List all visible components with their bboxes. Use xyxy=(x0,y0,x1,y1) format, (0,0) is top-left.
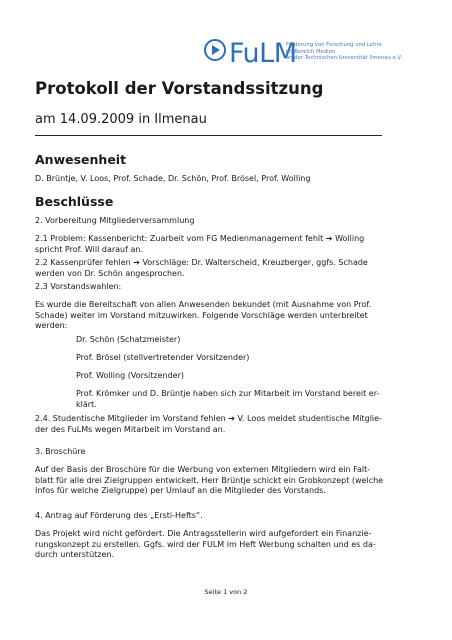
paragraph: 2. Vorbereitung Mitgliederversammlung xyxy=(35,216,195,225)
attendees-text: D. Brüntje, V. Loos, Prof. Schade, Dr. Schön, Prof. Brösel, Prof. Wolling xyxy=(35,174,311,183)
paragraph xyxy=(35,300,385,332)
paragraph: 3. Broschüre xyxy=(35,447,86,456)
logo-wordmark: FuLM xyxy=(229,38,297,69)
text-line: Schade) weiter im Vorstand mitzuwirken. Folgende Vorschläge werden unterbreitet xyxy=(35,310,368,320)
text-span: spricht Prof. Will darauf an. xyxy=(35,244,143,254)
logo-tagline-line: im Bereich Medien xyxy=(286,48,336,55)
paragraph: 4. Antrag auf Förderung des „Ersti-Hefts“. xyxy=(35,511,203,520)
candidate-item: Prof. Brösel (stellvertretender Vorsitzender) xyxy=(76,353,250,362)
text-span: V. Loos meldet studentische Mitglie- xyxy=(237,414,382,423)
text-line: blatt für alle drei Zielgruppen entwickelt. Herr Brüntje schickt ein Grobkonzept (welche xyxy=(35,475,384,485)
paragraph: 2.3 Vorstandswahlen: xyxy=(35,282,122,291)
text-line: klärt. xyxy=(76,399,97,409)
paragraph xyxy=(35,465,385,497)
text-line: durch unterstützen. xyxy=(35,550,115,560)
text-line: Es wurde die Bereitschaft von allen Anwesenden bekundet (mit Ausnahme von Prof. xyxy=(35,300,372,309)
arrow-right-icon: ➔ xyxy=(325,234,333,243)
paragraph xyxy=(35,414,385,435)
text-span: 2.2 Kassenprüfer fehlen xyxy=(35,258,131,267)
paragraph xyxy=(35,529,385,561)
heading-beschluesse: Beschlüsse xyxy=(35,194,114,209)
text-span: 2.4. Studentische Mitglieder im Vorstand fehlen xyxy=(35,414,226,423)
text-span: werden von Dr. Schön angesprochen. xyxy=(35,268,185,278)
play-circle-icon xyxy=(203,38,227,62)
fulm-logo xyxy=(203,38,443,78)
text-span: Vorschläge: Dr. Walterscheid, Kreuzberger, ggfs. Schade xyxy=(142,258,368,267)
text-span: 2.1 Problem: Kassenbericht: Zuarbeit vom FG Medienmanagement fehlt xyxy=(35,234,324,243)
arrow-right-icon: ➔ xyxy=(228,414,235,423)
arrow-right-icon: ➔ xyxy=(133,258,140,267)
candidate-item: Dr. Schön (Schatzmeister) xyxy=(76,335,181,344)
horizontal-divider xyxy=(35,135,382,136)
text-line: Das Projekt wird nicht gefördert. Die Antragsstellerin wird aufgefordert ein Finanzie- xyxy=(35,529,372,538)
text-span: Wolling xyxy=(335,234,365,243)
text-line: werden: xyxy=(35,321,68,331)
candidate-item: Prof. Wolling (Vorsitzender) xyxy=(76,371,184,380)
page-number: Seite 1 von 2 xyxy=(204,588,248,596)
text-line: rungskonzept zu erstellen. Ggfs. wird der FULM im Heft Werbung schalten und es da- xyxy=(35,539,376,549)
paragraph xyxy=(35,258,385,279)
logo-tagline xyxy=(286,42,436,62)
text-line: Auf der Basis der Broschüre für die Werbung von externen Mitgliedern wird ein Falt- xyxy=(35,465,371,474)
candidate-note xyxy=(76,389,386,410)
text-line: Prof. Krömker und D. Brüntje haben sich zur Mitarbeit im Vorstand bereit er- xyxy=(76,389,380,398)
document-title: Protokoll der Vorstandssitzung xyxy=(35,79,324,98)
logo-tagline-line: Förderung von Forschung und Lehre xyxy=(286,42,382,48)
logo-tagline-line: an der Technischen Universität Ilmenau e.V. xyxy=(286,55,403,62)
heading-anwesenheit: Anwesenheit xyxy=(35,152,127,167)
text-line: Infos für welche Zielgruppe) per Umlauf an die Mitglieder des Vorstands. xyxy=(35,486,326,496)
text-span: der des FuLMs wegen Mitarbeit im Vorstand an. xyxy=(35,424,226,434)
document-subtitle: am 14.09.2009 in Ilmenau xyxy=(35,112,207,127)
paragraph xyxy=(35,234,385,255)
